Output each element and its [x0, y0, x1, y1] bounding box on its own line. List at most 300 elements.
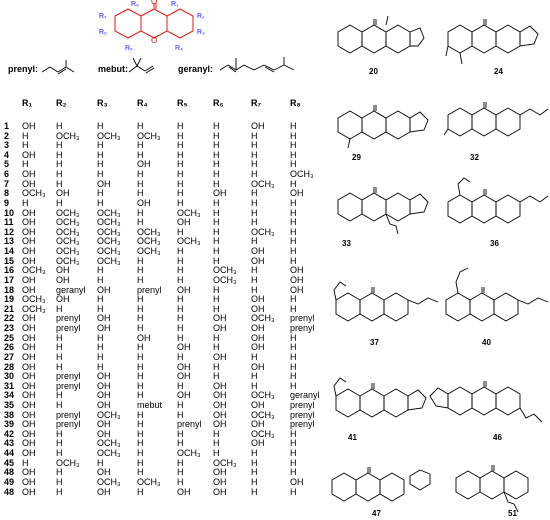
compound-47-structure: [332, 467, 430, 501]
table-cell: OCH₃: [137, 226, 161, 237]
compound-40-label: 40: [482, 338, 491, 347]
table-cell: H: [137, 294, 144, 305]
table-cell: H: [137, 274, 144, 285]
table-cell: H: [251, 207, 258, 218]
table-cell: H: [290, 246, 297, 257]
table-cell: H: [56, 332, 63, 343]
table-cell: H: [213, 130, 220, 141]
compound-structures-panel: [318, 0, 550, 520]
table-cell: H: [97, 457, 104, 468]
table-cell: H: [56, 476, 63, 487]
table-cell: prenyl: [290, 323, 315, 334]
table-cell: H: [137, 140, 144, 151]
table-row-compound-number: 5: [4, 159, 10, 170]
table-cell: H: [290, 236, 297, 247]
table-cell: H: [251, 169, 258, 180]
table-cell: OH: [213, 380, 227, 391]
compound-20-label: 20: [369, 67, 378, 76]
table-cell: H: [56, 121, 63, 131]
compound-51-label: 51: [508, 509, 517, 518]
table-cell: OH: [22, 246, 36, 257]
table-row-compound-number: 28: [4, 361, 15, 372]
table-cell: H: [290, 226, 297, 237]
table-cell: prenyl: [290, 409, 315, 420]
table-cell: H: [22, 197, 29, 208]
table-cell: H: [177, 188, 184, 199]
table-cell: OH: [213, 476, 227, 487]
table-cell: OH: [97, 178, 111, 189]
table-cell: H: [213, 255, 220, 266]
table-cell: H: [137, 303, 144, 314]
table-cell: H: [137, 457, 144, 468]
table-cell: H: [177, 294, 184, 305]
table-cell: OH: [213, 419, 227, 430]
table-cell: H: [290, 428, 297, 439]
table-cell: OH: [22, 361, 36, 372]
table-cell: OH: [97, 284, 111, 295]
table-cell: H: [97, 361, 104, 372]
table-cell: H: [56, 303, 63, 314]
table-cell: H: [56, 169, 63, 180]
table-cell: OH: [177, 371, 191, 382]
table-cell: H: [137, 371, 144, 382]
table-cell: H: [137, 380, 144, 391]
table-cell: OH: [213, 323, 227, 334]
table-cell: OH: [56, 265, 70, 276]
table-cell: OCH₃: [56, 207, 80, 218]
table-cell: OH: [22, 207, 36, 218]
table-row-compound-number: 43: [4, 438, 15, 449]
compound-46-structure: [430, 381, 542, 422]
table-cell: OH: [22, 467, 36, 478]
table-cell: OH: [137, 197, 151, 208]
table-cell: OH: [97, 399, 111, 410]
table-cell: H: [137, 255, 144, 266]
table-cell: H: [56, 178, 63, 189]
table-cell: OH: [97, 390, 111, 401]
table-cell: H: [290, 371, 297, 382]
table-cell: OCH₃: [56, 255, 80, 266]
table-cell: H: [251, 448, 258, 459]
table-cell: H: [137, 438, 144, 449]
table-cell: H: [137, 351, 144, 362]
table-cell: OH: [56, 188, 70, 199]
ring-o: O: [151, 36, 158, 45]
table-cell: OH: [97, 371, 111, 382]
table-cell: OH: [97, 419, 111, 430]
table-row-compound-number: 27: [4, 351, 15, 362]
table-cell: OH: [137, 159, 151, 170]
table-cell: H: [251, 476, 258, 487]
table-cell: H: [290, 351, 297, 362]
table-cell: H: [97, 265, 104, 276]
table-cell: H: [290, 467, 297, 478]
table-cell: H: [137, 428, 144, 439]
table-cell: OH: [97, 380, 111, 391]
table-cell: H: [22, 130, 29, 141]
table-cell: H: [56, 399, 63, 410]
table-cell: OH: [22, 332, 36, 343]
table-cell: OCH₃: [97, 130, 121, 141]
table-cell: H: [251, 236, 258, 247]
table-cell: H: [290, 448, 297, 459]
table-cell: OH: [22, 448, 36, 459]
table-row-compound-number: 35: [4, 399, 15, 410]
table-cell: H: [251, 217, 258, 228]
table-cell: H: [137, 149, 144, 160]
table-cell: H: [137, 188, 144, 199]
table-cell: H: [177, 130, 184, 141]
table-header-r8: R₈: [290, 98, 301, 108]
table-row-compound-number: 45: [4, 457, 15, 468]
table-cell: H: [177, 332, 184, 343]
table-cell: H: [177, 197, 184, 208]
table-row-compound-number: 30: [4, 371, 15, 382]
table-cell: H: [251, 140, 258, 151]
table-cell: H: [290, 130, 297, 141]
xanthone-core-structure: [95, 0, 215, 58]
compound-41-label: 41: [348, 433, 357, 442]
label-r1: R₁: [171, 1, 179, 8]
table-cell: OCH₃: [251, 313, 275, 324]
table-cell: H: [177, 476, 184, 487]
table-cell: H: [213, 342, 220, 353]
table-cell: OH: [97, 486, 111, 497]
table-row-compound-number: 26: [4, 342, 15, 353]
table-cell: H: [213, 294, 220, 305]
compound-29-structure: [338, 105, 428, 148]
compound-46-label: 46: [493, 433, 502, 442]
table-cell: H: [251, 130, 258, 141]
table-cell: H: [97, 351, 104, 362]
table-cell: OH: [22, 226, 36, 237]
table-cell: H: [177, 140, 184, 151]
table-cell: OCH₃: [56, 246, 80, 257]
table-cell: prenyl: [56, 313, 81, 324]
table-cell: H: [56, 361, 63, 372]
table-cell: OH: [177, 390, 191, 401]
table-row-compound-number: 2: [4, 130, 10, 141]
table-cell: H: [290, 486, 297, 497]
table-row-compound-number: 38: [4, 409, 15, 420]
table-cell: OH: [213, 409, 227, 420]
table-header-r1: R₁: [22, 98, 33, 108]
label-r2: R₂: [197, 13, 205, 20]
table-cell: OH: [213, 188, 227, 199]
table-row-compound-number: 31: [4, 380, 15, 391]
compound-40-structure: [446, 268, 548, 321]
table-cell: H: [137, 409, 144, 420]
table-cell: OCH₃: [22, 294, 46, 305]
table-cell: H: [213, 149, 220, 160]
table-cell: H: [213, 159, 220, 170]
mebut-label: mebut:: [98, 64, 128, 74]
table-cell: OCH₃: [97, 438, 121, 449]
label-r7: R₇: [99, 13, 107, 20]
table-cell: OH: [213, 390, 227, 401]
table-cell: H: [251, 380, 258, 391]
table-header-r5: R₅: [177, 98, 188, 108]
table-cell: OH: [22, 236, 36, 247]
table-cell: H: [56, 342, 63, 353]
table-cell: OH: [22, 178, 36, 189]
table-header-r3: R₃: [97, 98, 108, 108]
table-cell: H: [97, 274, 104, 285]
label-r8: R₈: [131, 1, 139, 8]
table-cell: H: [290, 361, 297, 372]
compound-36-label: 36: [490, 239, 499, 248]
table-cell: H: [177, 226, 184, 237]
table-cell: H: [290, 332, 297, 343]
table-row-compound-number: 42: [4, 428, 15, 439]
table-cell: OH: [137, 332, 151, 343]
table-cell: OCH₃: [251, 226, 275, 237]
table-cell: OH: [22, 409, 36, 420]
geranyl-structure: [218, 54, 306, 78]
table-cell: H: [213, 303, 220, 314]
table-cell: OCH₃: [251, 390, 275, 401]
table-row-compound-number: 13: [4, 236, 15, 247]
table-cell: H: [177, 380, 184, 391]
table-cell: H: [213, 217, 220, 228]
compound-29-label: 29: [352, 153, 361, 162]
table-cell: H: [137, 121, 144, 131]
table-cell: H: [213, 226, 220, 237]
table-cell: H: [137, 486, 144, 497]
table-cell: H: [251, 274, 258, 285]
table-row-compound-number: 4: [4, 149, 10, 160]
table-cell: H: [137, 207, 144, 218]
table-cell: OH: [22, 428, 36, 439]
table-cell: geranyl: [290, 390, 320, 401]
compound-51-structure: [456, 465, 528, 512]
compound-20-structure: [338, 16, 424, 53]
table-cell: OH: [251, 323, 265, 334]
table-cell: OH: [22, 419, 36, 430]
prenyl-structure: [40, 58, 76, 78]
table-cell: H: [177, 169, 184, 180]
mebut-structure: [125, 56, 161, 78]
table-cell: prenyl: [290, 313, 315, 324]
table-cell: H: [177, 438, 184, 449]
table-cell: H: [251, 486, 258, 497]
table-cell: H: [177, 178, 184, 189]
table-header-r7: R₇: [251, 98, 262, 108]
table-cell: H: [290, 438, 297, 449]
table-cell: H: [213, 236, 220, 247]
table-cell: OCH₃: [22, 188, 46, 199]
table-row-compound-number: 10: [4, 207, 15, 218]
table-cell: H: [97, 149, 104, 160]
table-header-r6: R₆: [213, 98, 224, 108]
table-cell: OH: [251, 303, 265, 314]
table-cell: H: [177, 313, 184, 324]
table-cell: OH: [177, 486, 191, 497]
table-cell: H: [137, 419, 144, 430]
table-cell: OCH₃: [177, 207, 201, 218]
table-cell: OH: [56, 294, 70, 305]
table-cell: H: [22, 159, 29, 170]
table-cell: OCH₃: [251, 409, 275, 420]
table-cell: H: [213, 284, 220, 295]
table-cell: H: [177, 457, 184, 468]
table-cell: OH: [251, 246, 265, 257]
table-cell: H: [97, 159, 104, 170]
table-cell: H: [290, 159, 297, 170]
table-cell: OCH₃: [290, 169, 314, 180]
table-cell: H: [251, 265, 258, 276]
table-cell: H: [56, 390, 63, 401]
table-cell: geranyl: [56, 284, 86, 295]
table-cell: OH: [22, 169, 36, 180]
table-cell: OH: [213, 486, 227, 497]
table-cell: OH: [22, 351, 36, 362]
table-cell: OH: [251, 361, 265, 372]
table-cell: OCH₃: [97, 236, 121, 247]
table-cell: OH: [290, 265, 304, 276]
table-cell: H: [56, 486, 63, 497]
table-cell: prenyl: [56, 323, 81, 334]
table-cell: OCH₃: [97, 476, 121, 487]
table-cell: H: [56, 140, 63, 151]
table-cell: OH: [22, 399, 36, 410]
table-cell: H: [251, 159, 258, 170]
table-cell: prenyl: [56, 371, 81, 382]
table-cell: H: [251, 197, 258, 208]
table-cell: H: [97, 294, 104, 305]
table-cell: OH: [22, 390, 36, 401]
table-cell: OH: [290, 284, 304, 295]
table-cell: OCH₃: [97, 246, 121, 257]
table-row-compound-number: 17: [4, 274, 15, 285]
table-cell: OH: [251, 399, 265, 410]
table-cell: OH: [213, 467, 227, 478]
table-cell: OCH₃: [251, 428, 275, 439]
table-cell: OH: [22, 217, 36, 228]
table-cell: OH: [213, 351, 227, 362]
table-cell: H: [137, 178, 144, 189]
table-cell: H: [213, 361, 220, 372]
table-cell: H: [137, 467, 144, 478]
table-cell: H: [177, 399, 184, 410]
table-cell: prenyl: [137, 284, 162, 295]
table-cell: H: [213, 140, 220, 151]
table-cell: prenyl: [56, 409, 81, 420]
table-row-compound-number: 1: [4, 121, 10, 131]
table-cell: H: [56, 467, 63, 478]
table-cell: OH: [22, 149, 36, 160]
table-cell: H: [137, 390, 144, 401]
table-cell: H: [137, 313, 144, 324]
table-cell: OH: [97, 428, 111, 439]
table-cell: OH: [251, 332, 265, 343]
table-cell: H: [177, 351, 184, 362]
table-row-compound-number: 12: [4, 226, 15, 237]
table-cell: H: [137, 342, 144, 353]
table-row-compound-number: 8: [4, 188, 10, 199]
compound-36-structure: [448, 178, 548, 223]
table-cell: H: [290, 217, 297, 228]
table-row-compound-number: 15: [4, 255, 15, 266]
table-cell: H: [213, 448, 220, 459]
table-row-compound-number: 16: [4, 265, 15, 276]
table-row-compound-number: 39: [4, 419, 15, 430]
compound-41-structure: [334, 378, 426, 417]
table-cell: H: [213, 178, 220, 189]
table-cell: OCH₃: [213, 457, 237, 468]
table-cell: H: [290, 140, 297, 151]
table-cell: H: [56, 448, 63, 459]
table-cell: H: [177, 246, 184, 257]
table-cell: H: [177, 303, 184, 314]
table-cell: OH: [251, 255, 265, 266]
table-cell: H: [290, 207, 297, 218]
label-r6: R₆: [99, 29, 107, 36]
table-cell: OCH₃: [97, 226, 121, 237]
table-cell: H: [56, 197, 63, 208]
table-cell: OH: [251, 419, 265, 430]
table-cell: mebut: [137, 399, 163, 410]
compound-37-label: 37: [370, 338, 379, 347]
compound-37-structure: [334, 282, 438, 321]
table-cell: H: [290, 294, 297, 305]
table-header-r4: R₄: [137, 98, 148, 108]
table-cell: H: [290, 380, 297, 391]
table-cell: H: [97, 303, 104, 314]
table-cell: OH: [97, 323, 111, 334]
table-row-compound-number: 14: [4, 246, 15, 257]
table-row-compound-number: 19: [4, 294, 15, 305]
table-cell: OH: [22, 486, 36, 497]
table-cell: OCH₃: [97, 207, 121, 218]
table-cell: H: [290, 255, 297, 266]
table-cell: H: [290, 197, 297, 208]
table-cell: OH: [22, 438, 36, 449]
compound-33-label: 33: [342, 239, 351, 248]
table-cell: OCH₃: [56, 457, 80, 468]
table-cell: OCH₃: [213, 265, 237, 276]
table-cell: H: [251, 371, 258, 382]
table-cell: OCH₃: [56, 226, 80, 237]
table-cell: OCH₃: [56, 217, 80, 228]
table-cell: OH: [213, 313, 227, 324]
compound-32-label: 32: [470, 153, 479, 162]
table-cell: H: [97, 197, 104, 208]
table-cell: H: [177, 323, 184, 334]
table-cell: H: [97, 188, 104, 199]
table-cell: H: [290, 342, 297, 353]
table-cell: OH: [290, 274, 304, 285]
compound-33-structure: [338, 187, 428, 234]
table-cell: OH: [177, 361, 191, 372]
table-cell: H: [177, 409, 184, 420]
table-cell: H: [213, 207, 220, 218]
table-cell: OCH₃: [97, 217, 121, 228]
table-cell: prenyl: [177, 419, 202, 430]
table-cell: OCH₃: [177, 448, 201, 459]
label-r5: R₅: [125, 45, 133, 52]
table-cell: H: [97, 140, 104, 151]
table-cell: H: [290, 178, 297, 189]
table-cell: H: [213, 197, 220, 208]
table-cell: H: [56, 438, 63, 449]
table-cell: H: [137, 361, 144, 372]
table-cell: H: [213, 169, 220, 180]
table-cell: OH: [251, 438, 265, 449]
table-cell: OH: [22, 323, 36, 334]
table-row-compound-number: 22: [4, 313, 15, 324]
core-rings: [115, 3, 193, 38]
